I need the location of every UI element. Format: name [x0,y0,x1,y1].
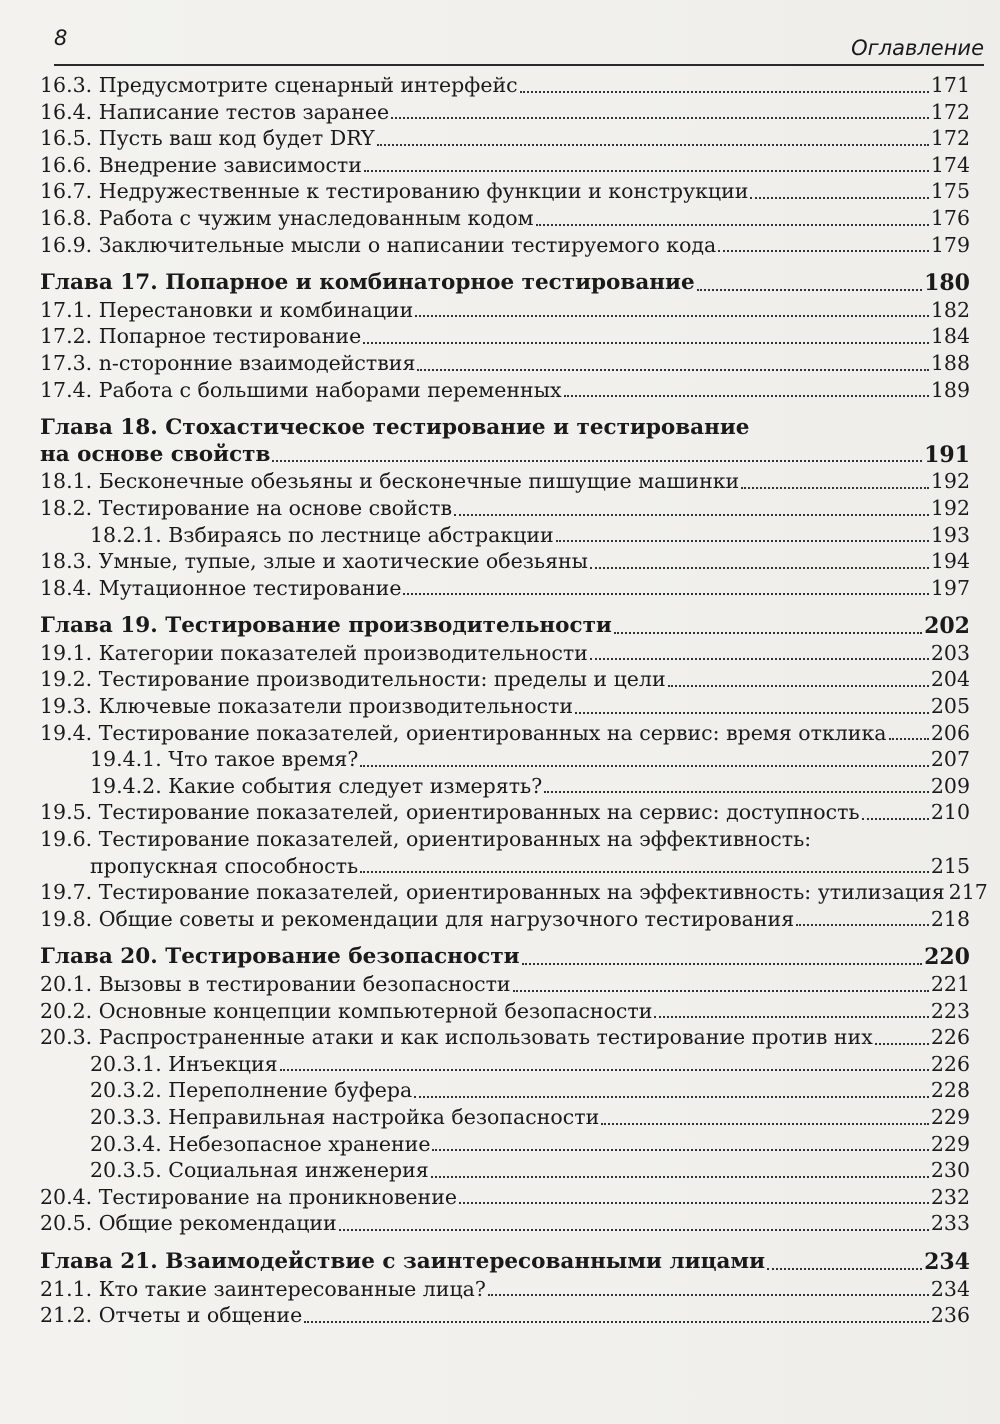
item-title: Недружественные к тестированию функции и конструкции [98,179,749,204]
item-number: 19.6. [40,827,93,852]
page-ref: 175 [930,179,970,204]
item-title: Тестирование на проникновение [98,1184,458,1209]
item-heading [40,323,361,350]
page-ref: 189 [930,377,970,402]
page-ref: 205 [930,694,970,719]
leader-dots [614,631,922,634]
page-ref: 215 [930,853,970,878]
item-title: Социальная инженерия [168,1158,429,1183]
leader-dots [522,962,922,965]
item-heading [90,1157,429,1184]
toc-item[interactable] [40,971,970,998]
leader-dots [536,223,929,226]
leader-dots [391,116,929,119]
item-title: Тестирование показателей, ориентированных на эффективность: утилизация [98,880,945,905]
leader-dots [520,90,929,93]
page-ref: 210 [930,800,970,825]
page-ref: 226 [930,1025,970,1050]
leader-dots [454,513,929,516]
chapter-heading [40,1249,765,1276]
toc-item[interactable] [40,1024,970,1051]
item-title: Переполнение буфера [168,1078,413,1103]
leader-dots [431,1175,929,1178]
item-heading [90,1104,599,1131]
page-ref: 218 [930,906,970,931]
toc-item[interactable] [40,1131,970,1158]
leader-dots [360,870,929,873]
leader-dots [564,394,929,397]
chapter-title: Тестирование производительности [165,613,612,639]
item-title: Мутационное тестирование [98,575,402,600]
item-heading [40,666,666,693]
item-title: Работа с чужим унаследованным кодом [98,205,534,230]
chapter-title: Попарное и комбинаторное тестирование [165,270,695,296]
item-heading [40,693,573,720]
page-ref: 172 [930,126,970,151]
item-number: 18.2. [40,495,93,520]
item-heading [40,350,415,377]
toc-item-cont[interactable] [40,853,970,880]
item-number: 19.4.2. [90,773,162,798]
page-header [54,24,984,66]
item-title: Неправильная настройка безопасности [168,1104,600,1129]
leader-dots [459,1201,929,1204]
toc-chapter-cont[interactable] [40,442,970,469]
item-heading [40,377,562,404]
leader-dots [718,249,929,252]
leader-dots [339,1228,929,1231]
item-title: Инъекция [168,1051,278,1076]
leader-dots [488,1293,929,1296]
toc-item[interactable] [40,548,970,575]
item-heading [40,152,362,179]
item-heading [40,906,794,933]
toc-item[interactable] [40,640,970,667]
page-ref: 230 [930,1158,970,1183]
section-title: Оглавление [851,36,984,60]
page-number: 8 [54,26,68,50]
item-heading [40,1302,302,1329]
item-heading [40,971,511,998]
toc-item[interactable] [40,99,970,126]
toc-item[interactable] [40,495,970,522]
page-ref: 228 [930,1078,970,1103]
chapter-number: Глава 19. [40,613,158,639]
toc-chapter[interactable] [40,944,970,971]
chapter-title: Тестирование безопасности [165,944,520,970]
item-title: Что такое время? [168,747,359,772]
leader-dots [364,169,929,172]
item-number: 20.3. [40,1025,93,1050]
item-title: Предусмотрите сценарный интерфейс [98,73,518,97]
item-number: 19.3. [40,694,93,719]
item-heading [40,575,401,602]
item-heading [90,773,542,800]
item-number: 16.7. [40,179,93,204]
chapter-title-cont: на основе свойств [40,441,271,467]
item-heading [40,548,588,575]
item-number: 19.8. [40,906,93,931]
item-title: Отчеты и общение [98,1303,303,1328]
toc-chapter[interactable] [40,613,970,640]
leader-dots [403,592,928,595]
leader-dots [601,1122,929,1125]
page-ref: 234 [930,1276,970,1301]
item-title: Тестирование показателей, ориентированных на сервис: время отклика [98,720,887,745]
item-title: Внедрение зависимости [98,152,362,177]
toc-item[interactable] [40,522,970,549]
item-heading [40,125,375,152]
item-number: 20.3.5. [90,1158,162,1183]
item-number: 20.3.4. [90,1131,162,1156]
table-of-contents [40,72,988,1329]
page-ref: 221 [930,972,970,996]
page-ref: 174 [930,152,970,177]
leader-dots [417,368,928,371]
page-ref: 226 [930,1051,970,1076]
toc-item[interactable] [40,152,970,179]
toc-chapter[interactable] [40,1249,970,1276]
item-title: Бесконечные обезьяны и бесконечные пишущие машинки [98,469,740,494]
item-title: Тестирование на основе свойств [98,495,453,520]
toc-item[interactable] [40,377,970,404]
item-title: Написание тестов заранее [98,99,390,124]
leader-dots [432,1148,928,1151]
item-title: Заключительные мысли о написании тестируемого кода [98,232,717,257]
page-ref: 206 [930,720,970,745]
item-number: 20.2. [40,998,93,1023]
item-number: 17.1. [40,297,93,322]
item-number: 20.5. [40,1211,93,1236]
page-ref: 233 [930,1211,970,1236]
toc-item[interactable] [40,998,970,1025]
item-number: 16.5. [40,126,93,151]
item-heading [40,1210,337,1237]
leader-dots [272,459,922,462]
toc-chapter[interactable] [40,415,970,442]
chapter-number: Глава 18. [40,415,158,441]
chapter-heading [40,613,612,640]
chapter-heading [40,270,695,297]
page-ref: 171 [930,73,970,97]
leader-dots [575,711,929,714]
item-heading [40,998,652,1025]
leader-dots [363,341,929,344]
page-ref: 232 [930,1184,970,1209]
leader-dots [750,196,928,199]
page-ref: 184 [930,324,970,349]
chapter-title: Взаимодействие с заинтересованными лицами [165,1248,766,1274]
item-heading [90,1051,278,1078]
toc-item[interactable] [40,879,988,906]
page-ref: 204 [930,667,970,692]
page-ref: 236 [930,1303,970,1328]
item-number: 16.9. [40,232,93,257]
leader-dots [875,1042,929,1045]
leader-dots [862,817,929,820]
item-number: 18.4. [40,575,93,600]
item-number: 20.3.3. [90,1104,162,1129]
page-ref: 191 [924,441,970,468]
item-heading [40,799,860,826]
item-title: Взбираясь по лестнице абстракции [168,522,554,547]
item-title: Общие советы и рекомендации для нагрузочного тестирования [98,906,795,931]
item-number: 19.2. [40,667,93,692]
item-number: 21.1. [40,1276,93,1301]
page-ref: 197 [930,575,970,600]
item-number: 16.4. [40,99,93,124]
page-ref: 203 [930,640,970,665]
item-title: Тестирование показателей, ориентированных на эффективность: [98,827,812,852]
leader-dots [767,1267,922,1270]
page-ref: 192 [930,495,970,520]
toc-item[interactable] [40,720,970,747]
item-number: 17.4. [40,377,93,402]
toc-item[interactable] [40,350,970,377]
item-title: n-сторонние взаимодействия [98,350,416,375]
page-ref: 209 [930,773,970,798]
item-number: 18.2.1. [90,522,162,547]
item-title: Пусть ваш код будет DRY [98,126,375,151]
item-title: Категории показателей производительности [98,640,588,665]
toc-item[interactable] [40,799,970,826]
item-heading [40,99,389,126]
page-ref: 229 [930,1104,970,1129]
page-ref: 220 [924,944,970,971]
item-heading [40,879,945,906]
item-heading [90,1077,412,1104]
leader-dots [304,1320,929,1323]
page-ref: 192 [930,469,970,494]
toc-item[interactable] [40,693,970,720]
item-number: 21.2. [40,1303,93,1328]
leader-dots [796,923,929,926]
leader-dots [889,737,929,740]
item-title: Распространенные атаки и как использовать тестирование против них [98,1025,873,1050]
item-title: Вызовы в тестировании безопасности [98,972,511,996]
item-number: 20.4. [40,1184,93,1209]
page-ref: 176 [930,205,970,230]
toc-item[interactable] [40,773,970,800]
item-title: Основные концепции компьютерной безопасности [98,998,653,1023]
leader-dots [654,1015,928,1018]
toc-item[interactable] [40,125,970,152]
item-heading [40,72,518,99]
item-title-cont: пропускная способность [90,853,359,878]
item-heading [40,1276,486,1303]
item-title: Умные, тупые, злые и хаотические обезьяны [98,549,588,574]
toc-item[interactable] [40,746,970,773]
toc-item[interactable] [40,1104,970,1131]
page-ref: 172 [930,99,970,124]
item-heading [40,297,413,324]
item-title: Тестирование производительности: пределы и цели [98,667,666,692]
leader-dots [590,657,929,660]
toc-item[interactable] [40,1077,970,1104]
item-heading [40,1024,873,1051]
toc-item[interactable] [40,1157,970,1184]
chapter-number: Глава 17. [40,270,158,296]
toc-item[interactable] [40,1051,970,1078]
leader-dots [590,566,929,569]
page-ref: 202 [924,613,970,640]
item-heading [40,640,588,667]
leader-dots [556,539,929,542]
page-ref: 180 [924,270,970,297]
item-number: 20.3.1. [90,1051,162,1076]
leader-dots [544,790,929,793]
toc-item[interactable] [40,205,970,232]
chapter-heading [40,944,520,971]
toc-item[interactable] [40,1302,970,1329]
item-number: 16.8. [40,205,93,230]
page-ref: 217 [948,880,988,905]
item-title: Работа с большими наборами переменных [98,377,562,402]
item-heading [90,746,358,773]
toc-item[interactable] [40,666,970,693]
item-title: Ключевые показатели производительности [98,694,574,719]
item-heading [90,1131,430,1158]
item-title: Небезопасное хранение [168,1131,431,1156]
item-heading [40,720,887,747]
page-ref: 223 [930,998,970,1023]
item-number: 19.7. [40,880,93,905]
leader-dots [377,143,929,146]
item-number: 19.5. [40,800,93,825]
page-ref: 188 [930,350,970,375]
item-number: 20.1. [40,972,93,996]
toc-item[interactable] [40,1210,970,1237]
toc-item[interactable] [40,323,970,350]
item-number: 19.1. [40,640,93,665]
item-heading [40,1184,457,1211]
item-title: Перестановки и комбинации [98,297,414,322]
item-heading [40,178,748,205]
toc-chapter[interactable] [40,270,970,297]
leader-dots [697,288,922,291]
toc-item[interactable] [40,178,970,205]
item-title: Общие рекомендации [98,1211,337,1236]
item-title: Тестирование показателей, ориентированных на сервис: доступность [98,800,860,825]
leader-dots [741,486,929,489]
page-ref: 179 [930,232,970,257]
toc-item[interactable] [40,575,970,602]
item-number: 17.3. [40,350,93,375]
chapter-title: Стохастическое тестирование и тестирование [165,415,750,441]
item-title: Какие события следует измерять? [168,773,543,798]
leader-dots [280,1068,929,1071]
item-heading [40,468,739,495]
item-number: 16.3. [40,73,93,97]
toc-item[interactable] [40,826,970,853]
page-ref: 193 [930,522,970,547]
item-heading [90,522,554,549]
toc-item[interactable] [40,232,970,259]
leader-dots [360,764,929,767]
item-heading [40,495,452,522]
page-ref: 194 [930,549,970,574]
item-number: 18.3. [40,549,93,574]
item-heading [40,232,716,259]
toc-item[interactable] [40,1184,970,1211]
item-number: 17.2. [40,324,93,349]
page-ref: 234 [924,1248,970,1275]
page-ref: 229 [930,1131,970,1156]
toc-item[interactable] [40,906,970,933]
toc-item[interactable] [40,468,970,495]
toc-item[interactable] [40,297,970,324]
item-number: 20.3.2. [90,1078,162,1103]
item-title: Попарное тестирование [98,324,362,349]
toc-item[interactable] [40,72,970,99]
chapter-number: Глава 20. [40,944,158,970]
item-heading [40,205,534,232]
item-number: 19.4. [40,720,93,745]
item-number: 18.1. [40,469,93,494]
leader-dots [668,684,929,687]
item-number: 16.6. [40,152,93,177]
page-ref: 207 [930,747,970,772]
leader-dots [513,989,929,992]
item-title: Кто такие заинтересованные лица? [98,1276,486,1301]
toc-item[interactable] [40,1276,970,1303]
chapter-number: Глава 21. [40,1248,158,1274]
leader-dots [414,1095,929,1098]
page-ref: 182 [930,297,970,322]
item-number: 19.4.1. [90,747,162,772]
leader-dots [415,314,929,317]
